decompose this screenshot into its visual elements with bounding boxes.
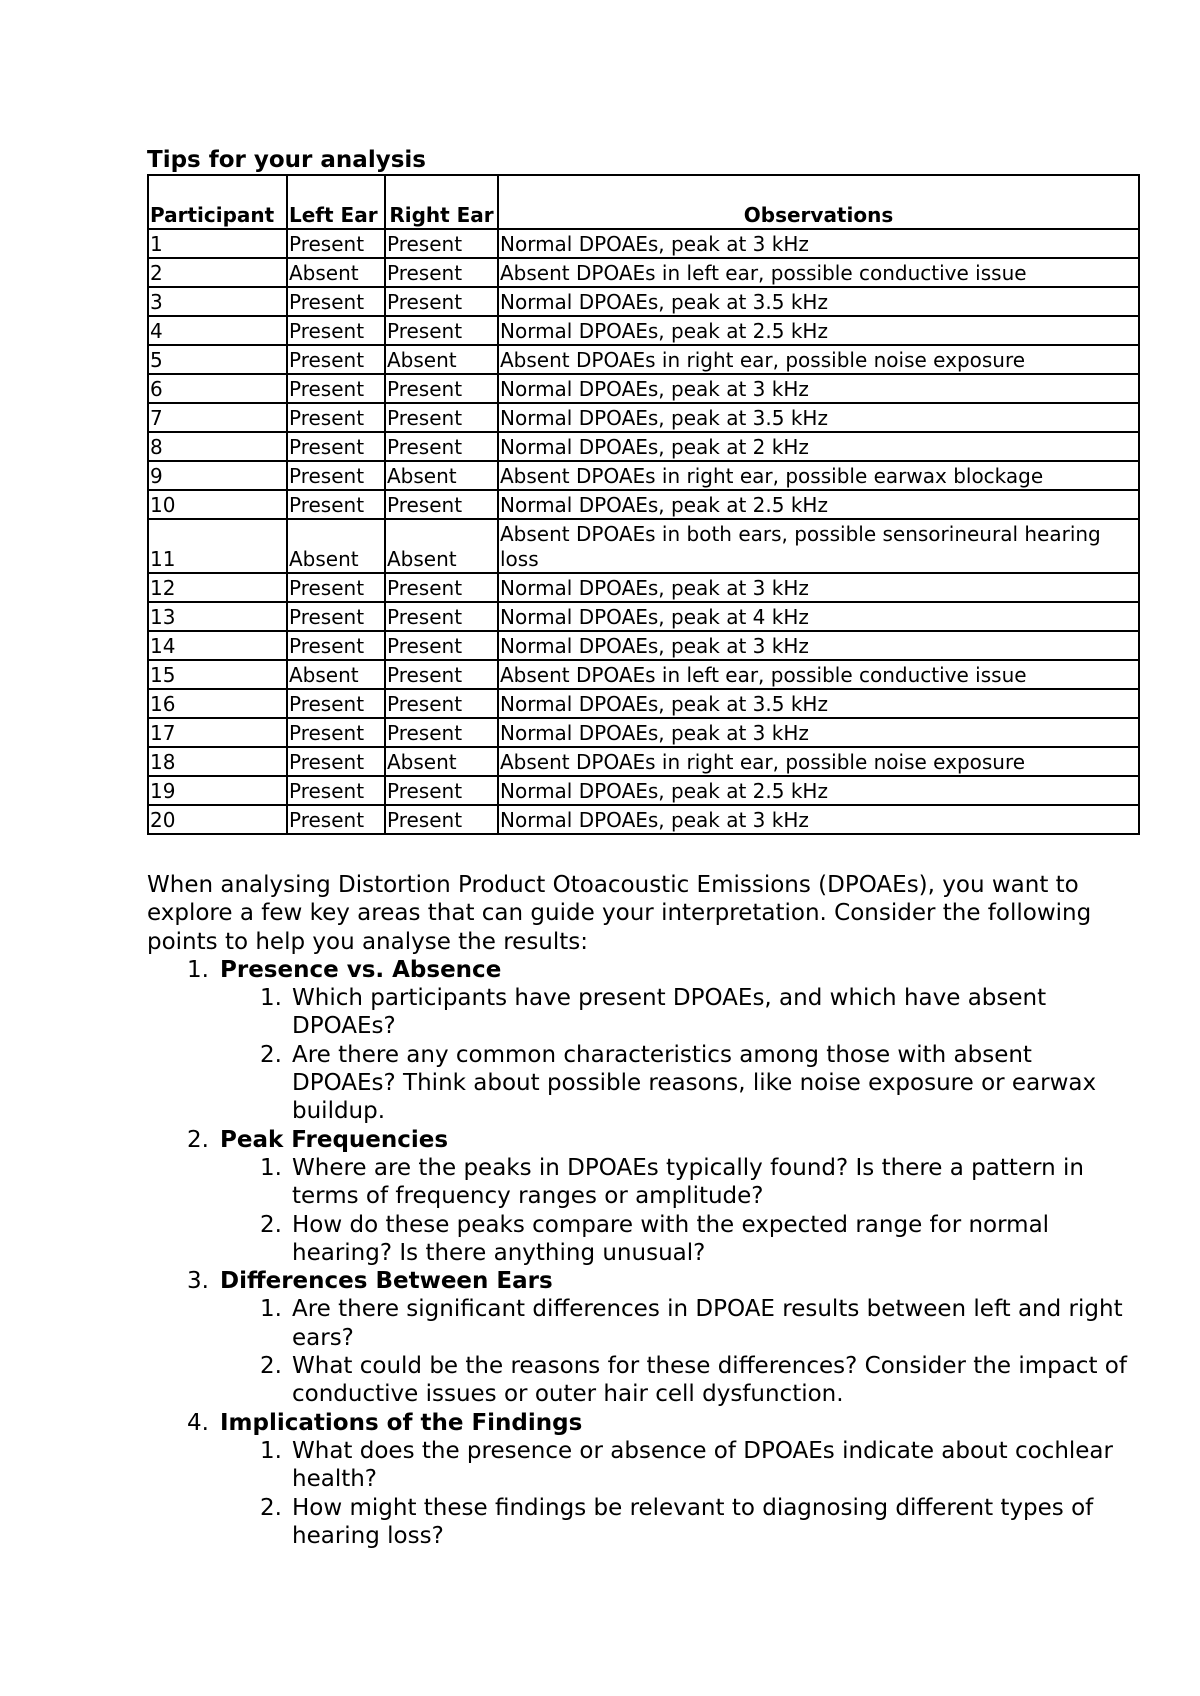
cell-right-ear: Present bbox=[385, 602, 498, 631]
cell-participant: 4 bbox=[148, 316, 287, 345]
table-row bbox=[148, 776, 1139, 805]
question-item bbox=[220, 1437, 1140, 1494]
section-number: 1. bbox=[187, 956, 209, 983]
section-item bbox=[147, 1126, 1140, 1267]
cell-observations: Absent DPOAEs in left ear, possible conductive issue bbox=[498, 660, 1139, 689]
table-row bbox=[148, 258, 1139, 287]
cell-right-ear: Present bbox=[385, 316, 498, 345]
question-number: 2. bbox=[260, 1041, 282, 1068]
question-text: What could be the reasons for these differences? Consider the impact of conductive issues or outer hair cell dysfunction. bbox=[292, 1353, 1127, 1408]
question-list bbox=[220, 1295, 1140, 1408]
section-heading: Differences Between Ears bbox=[220, 1268, 553, 1295]
cell-observations: Normal DPOAEs, peak at 3 kHz bbox=[498, 229, 1139, 258]
header-participant: Participant bbox=[148, 175, 287, 229]
cell-left-ear: Present bbox=[287, 805, 385, 834]
cell-right-ear: Present bbox=[385, 490, 498, 519]
cell-right-ear: Present bbox=[385, 403, 498, 432]
cell-right-ear: Absent bbox=[385, 461, 498, 490]
cell-participant: 7 bbox=[148, 403, 287, 432]
section-heading: Presence vs. Absence bbox=[220, 956, 502, 983]
table-row bbox=[148, 602, 1139, 631]
cell-left-ear: Present bbox=[287, 403, 385, 432]
section-heading: Implications of the Findings bbox=[220, 1409, 583, 1436]
cell-observations: Normal DPOAEs, peak at 3.5 kHz bbox=[498, 403, 1139, 432]
table-row bbox=[148, 374, 1139, 403]
cell-left-ear: Present bbox=[287, 573, 385, 602]
question-list bbox=[220, 1437, 1140, 1550]
table-row bbox=[148, 660, 1139, 689]
cell-observations: Normal DPOAEs, peak at 2.5 kHz bbox=[498, 776, 1139, 805]
question-item bbox=[220, 1494, 1140, 1551]
page-title: Tips for your analysis bbox=[147, 147, 426, 173]
cell-right-ear: Absent bbox=[385, 345, 498, 374]
cell-observations: Normal DPOAEs, peak at 2.5 kHz bbox=[498, 316, 1139, 345]
cell-participant: 5 bbox=[148, 345, 287, 374]
cell-right-ear: Present bbox=[385, 573, 498, 602]
cell-participant: 15 bbox=[148, 660, 287, 689]
section-item bbox=[147, 1267, 1140, 1408]
table-row bbox=[148, 345, 1139, 374]
cell-participant: 13 bbox=[148, 602, 287, 631]
cell-observations: Normal DPOAEs, peak at 3 kHz bbox=[498, 718, 1139, 747]
cell-observations: Normal DPOAEs, peak at 4 kHz bbox=[498, 602, 1139, 631]
question-text: Are there significant differences in DPOAE results between left and right ears? bbox=[292, 1296, 1123, 1351]
question-text: How might these findings be relevant to diagnosing different types of hearing loss? bbox=[292, 1494, 1094, 1549]
cell-left-ear: Present bbox=[287, 461, 385, 490]
cell-right-ear: Absent bbox=[385, 747, 498, 776]
cell-left-ear: Present bbox=[287, 776, 385, 805]
cell-right-ear: Present bbox=[385, 805, 498, 834]
cell-left-ear: Present bbox=[287, 602, 385, 631]
question-item bbox=[220, 1154, 1140, 1211]
cell-left-ear: Present bbox=[287, 490, 385, 519]
header-observations: Observations bbox=[498, 175, 1139, 229]
table-row bbox=[148, 316, 1139, 345]
cell-observations: Normal DPOAEs, peak at 2 kHz bbox=[498, 432, 1139, 461]
cell-participant: 11 bbox=[148, 519, 287, 573]
cell-left-ear: Absent bbox=[287, 519, 385, 573]
question-text: Where are the peaks in DPOAEs typically found? Is there a pattern in terms of frequency ranges or amplitude? bbox=[292, 1154, 1084, 1210]
cell-observations: Normal DPOAEs, peak at 3.5 kHz bbox=[498, 689, 1139, 718]
question-number: 1. bbox=[260, 1296, 282, 1323]
cell-observations: Normal DPOAEs, peak at 3 kHz bbox=[498, 573, 1139, 602]
cell-observations: Normal DPOAEs, peak at 2.5 kHz bbox=[498, 490, 1139, 519]
cell-participant: 3 bbox=[148, 287, 287, 316]
question-item bbox=[220, 1295, 1140, 1352]
cell-participant: 17 bbox=[148, 718, 287, 747]
cell-participant: 16 bbox=[148, 689, 287, 718]
question-list bbox=[220, 1154, 1140, 1267]
table-row bbox=[148, 689, 1139, 718]
cell-left-ear: Present bbox=[287, 689, 385, 718]
table-row bbox=[148, 287, 1139, 316]
question-item bbox=[220, 1211, 1140, 1268]
cell-right-ear: Present bbox=[385, 776, 498, 805]
results-table bbox=[147, 174, 1140, 835]
intro-paragraph: When analysing Distortion Product Otoacoustic Emissions (DPOAEs), you want to explore a few key areas that can guide your interpretation. Consider the following points to help you analyse the results: bbox=[147, 872, 1092, 955]
cell-right-ear: Present bbox=[385, 374, 498, 403]
cell-observations: Normal DPOAEs, peak at 3.5 kHz bbox=[498, 287, 1139, 316]
cell-right-ear: Present bbox=[385, 660, 498, 689]
cell-right-ear: Present bbox=[385, 258, 498, 287]
cell-participant: 14 bbox=[148, 631, 287, 660]
question-number: 2. bbox=[260, 1353, 282, 1380]
question-text: What does the presence or absence of DPOAEs indicate about cochlear health? bbox=[292, 1437, 1113, 1493]
cell-right-ear: Present bbox=[385, 287, 498, 316]
cell-left-ear: Present bbox=[287, 229, 385, 258]
cell-right-ear: Present bbox=[385, 689, 498, 718]
table-row bbox=[148, 403, 1139, 432]
table-row bbox=[148, 747, 1139, 776]
table-row bbox=[148, 573, 1139, 602]
cell-right-ear: Present bbox=[385, 432, 498, 461]
table-row bbox=[148, 229, 1139, 258]
header-left-ear: Left Ear bbox=[287, 175, 385, 229]
question-number: 1. bbox=[260, 1154, 282, 1181]
section-heading: Peak Frequencies bbox=[220, 1126, 449, 1153]
section-item bbox=[147, 1409, 1140, 1550]
cell-right-ear: Present bbox=[385, 229, 498, 258]
analysis-guide bbox=[147, 871, 1140, 1550]
header-right-ear: Right Ear bbox=[385, 175, 498, 229]
cell-observations: Absent DPOAEs in both ears, possible sensorineural hearing loss bbox=[498, 519, 1139, 573]
cell-left-ear: Present bbox=[287, 316, 385, 345]
cell-observations: Normal DPOAEs, peak at 3 kHz bbox=[498, 805, 1139, 834]
cell-participant: 10 bbox=[148, 490, 287, 519]
question-text: Are there any common characteristics among those with absent DPOAEs? Think about possible reasons, like noise exposure or earwax buildup. bbox=[292, 1041, 1097, 1125]
question-number: 1. bbox=[260, 985, 282, 1012]
table-row bbox=[148, 519, 1139, 573]
cell-participant: 1 bbox=[148, 229, 287, 258]
cell-observations: Absent DPOAEs in left ear, possible conductive issue bbox=[498, 258, 1139, 287]
cell-observations: Normal DPOAEs, peak at 3 kHz bbox=[498, 631, 1139, 660]
section-number: 4. bbox=[187, 1409, 209, 1436]
section-item bbox=[147, 956, 1140, 1126]
question-item bbox=[220, 1352, 1140, 1409]
question-number: 1. bbox=[260, 1437, 282, 1464]
question-number: 2. bbox=[260, 1494, 282, 1521]
cell-right-ear: Absent bbox=[385, 519, 498, 573]
section-number: 2. bbox=[187, 1126, 209, 1153]
cell-observations: Absent DPOAEs in right ear, possible noise exposure bbox=[498, 345, 1139, 374]
cell-participant: 19 bbox=[148, 776, 287, 805]
cell-observations: Normal DPOAEs, peak at 3 kHz bbox=[498, 374, 1139, 403]
question-item bbox=[220, 984, 1140, 1041]
cell-left-ear: Present bbox=[287, 345, 385, 374]
cell-left-ear: Present bbox=[287, 718, 385, 747]
cell-participant: 12 bbox=[148, 573, 287, 602]
cell-left-ear: Present bbox=[287, 374, 385, 403]
cell-participant: 2 bbox=[148, 258, 287, 287]
cell-left-ear: Present bbox=[287, 287, 385, 316]
table-row bbox=[148, 490, 1139, 519]
cell-observations: Absent DPOAEs in right ear, possible earwax blockage bbox=[498, 461, 1139, 490]
cell-right-ear: Present bbox=[385, 631, 498, 660]
table-row bbox=[148, 432, 1139, 461]
question-list bbox=[220, 984, 1140, 1125]
section-list bbox=[147, 956, 1140, 1550]
section-number: 3. bbox=[187, 1268, 209, 1295]
table-header-row bbox=[148, 175, 1139, 229]
cell-observations: Absent DPOAEs in right ear, possible noise exposure bbox=[498, 747, 1139, 776]
table-row bbox=[148, 805, 1139, 834]
cell-left-ear: Absent bbox=[287, 258, 385, 287]
table-row bbox=[148, 631, 1139, 660]
table-body bbox=[148, 229, 1139, 834]
table-row bbox=[148, 718, 1139, 747]
cell-left-ear: Present bbox=[287, 631, 385, 660]
cell-participant: 6 bbox=[148, 374, 287, 403]
table-row bbox=[148, 461, 1139, 490]
cell-participant: 20 bbox=[148, 805, 287, 834]
question-text: How do these peaks compare with the expected range for normal hearing? Is there anything unusual? bbox=[292, 1211, 1050, 1266]
cell-left-ear: Present bbox=[287, 432, 385, 461]
cell-right-ear: Present bbox=[385, 718, 498, 747]
question-number: 2. bbox=[260, 1211, 282, 1238]
cell-participant: 8 bbox=[148, 432, 287, 461]
question-item bbox=[220, 1041, 1140, 1126]
cell-left-ear: Present bbox=[287, 747, 385, 776]
cell-participant: 18 bbox=[148, 747, 287, 776]
cell-left-ear: Absent bbox=[287, 660, 385, 689]
cell-participant: 9 bbox=[148, 461, 287, 490]
question-text: Which participants have present DPOAEs, and which have absent DPOAEs? bbox=[292, 985, 1047, 1040]
